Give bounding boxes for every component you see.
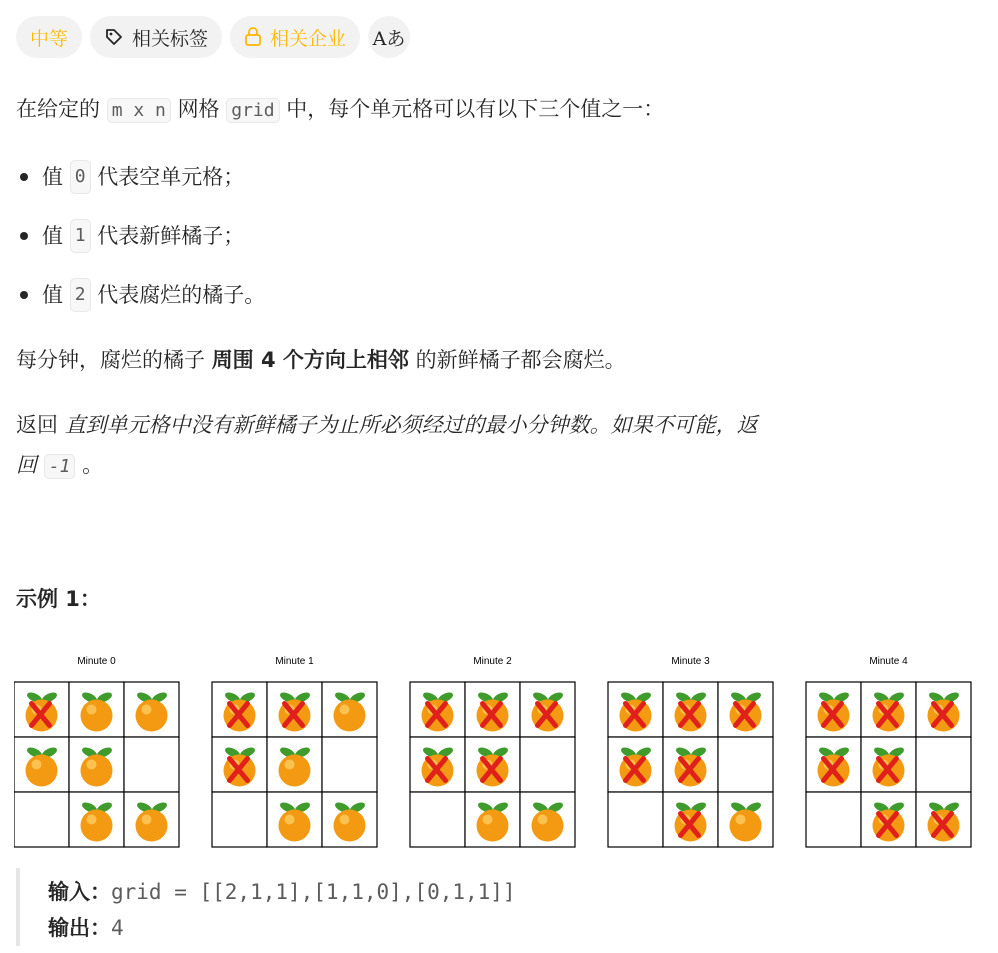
board-label: Minute 4 (869, 656, 908, 667)
bullet-icon (20, 173, 28, 181)
grid-board (608, 656, 773, 847)
grid-cell (14, 792, 69, 847)
grid-board (806, 656, 971, 847)
grid-cell (608, 792, 663, 847)
example-image (14, 652, 976, 848)
inline-code: m x n (107, 98, 171, 123)
list-item: 值 0 代表空单元格； (16, 160, 244, 194)
grid-board (212, 656, 377, 847)
blockquote-bar (16, 868, 20, 946)
grid-cell (718, 737, 773, 792)
description-paragraph: 每分钟，腐烂的橘子 周围 4 个方向上相邻 的新鲜橘子都会腐烂。 (16, 348, 626, 372)
list-item: 值 2 代表腐烂的橘子。 (16, 278, 265, 312)
companies-tag-button[interactable]: 相关企业 (230, 16, 360, 58)
example-output: 输出：4 (48, 916, 124, 940)
translate-icon: Aあ (372, 27, 406, 50)
grid-board (14, 656, 179, 847)
grid-cell (410, 792, 465, 847)
grid-cell (520, 737, 575, 792)
difficulty-badge: 中等 (16, 16, 82, 58)
description-paragraph: 返回 直到单元格中没有新鲜橘子为止所必须经过的最小分钟数。如果不可能，返 (16, 413, 758, 437)
topics-tag-button[interactable]: 相关标签 (90, 16, 222, 58)
board-label: Minute 0 (77, 656, 116, 667)
bullet-icon (20, 291, 28, 299)
board-label: Minute 2 (473, 656, 512, 667)
tag-bar (16, 16, 410, 58)
description-paragraph: 回 -1 。 (16, 453, 104, 477)
grid-board (410, 656, 575, 847)
list-item: 值 1 代表新鲜橘子； (16, 219, 244, 253)
board-label: Minute 3 (671, 656, 710, 667)
grid-cell (322, 737, 377, 792)
translate-button[interactable] (368, 16, 410, 58)
bullet-icon (20, 232, 28, 240)
grid-cell (124, 737, 179, 792)
example-input: 输入：grid = [[2,1,1],[1,1,0],[0,1,1]] (48, 880, 516, 904)
grid-cell (212, 792, 267, 847)
tag-icon (104, 27, 124, 47)
grid-cell (806, 792, 861, 847)
description-paragraph: 在给定的 m x n 网格 grid 中，每个单元格可以有以下三个值之一： (16, 97, 665, 121)
lock-icon (244, 27, 262, 47)
inline-code: grid (226, 98, 279, 123)
board-label: Minute 1 (275, 656, 314, 667)
grid-cell (916, 737, 971, 792)
example-title: 示例 1： (16, 587, 101, 611)
